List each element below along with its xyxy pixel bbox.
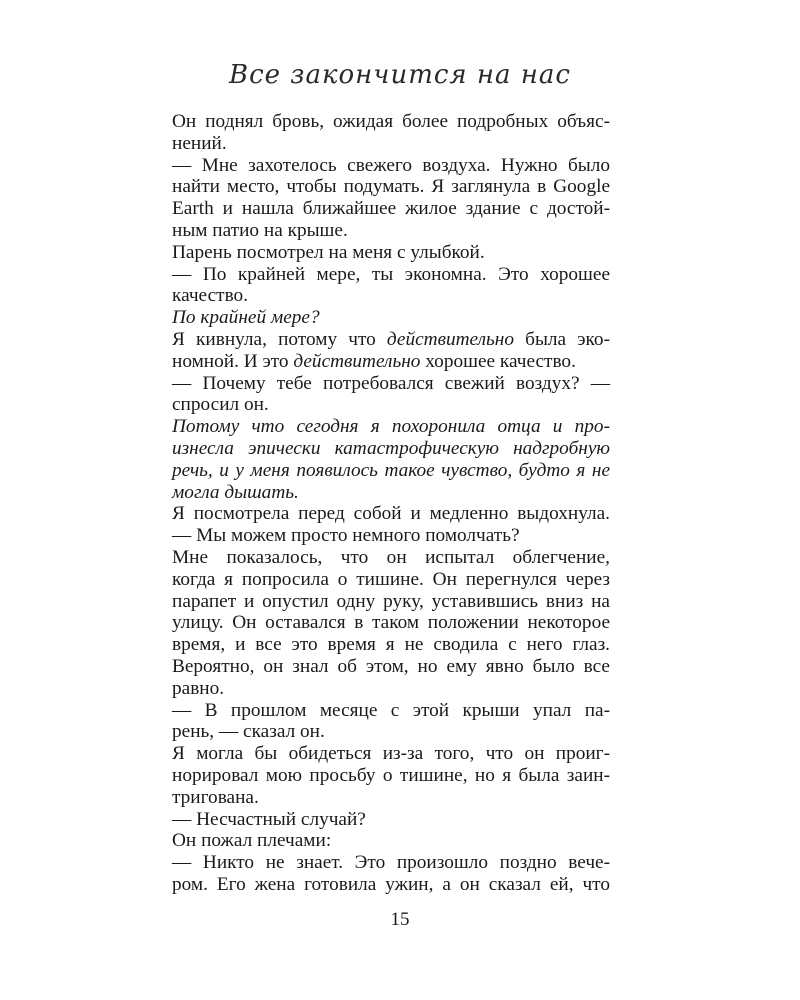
text-fragment: хорошее качество. [420, 350, 576, 372]
body-text [172, 111, 610, 896]
text-line: улицу. Он оставался в таком положении некоторое [172, 612, 610, 634]
text-fragment: номной. И это [172, 350, 294, 372]
italic-phrase: могла дышать. [172, 481, 299, 503]
italic-phrase: действительно [386, 328, 514, 350]
text-line: — Мы можем просто немного помолчать? [172, 525, 520, 547]
italic-phrase: Потому что сегодня я похоронила отца и про- [172, 416, 610, 438]
text-line: Парень посмотрел на меня с улыбкой. [172, 241, 485, 263]
text-line: тригована. [172, 786, 259, 808]
text-line: Я посмотрела перед собой и медленно выдохнула. [172, 503, 610, 525]
text-line [172, 351, 610, 373]
text-line: Вероятно, он знал об этом, но ему явно было все [172, 655, 610, 677]
text-line [172, 329, 610, 351]
text-line: Я могла бы обидеться из-за того, что он проиг- [172, 743, 610, 765]
text-line [172, 416, 610, 438]
text-fragment: была эко- [514, 328, 610, 350]
text-fragment: Я кивнула, потому что [172, 328, 387, 350]
text-line: Мне показалось, что он испытал облегчение, [172, 546, 610, 568]
text-line: норировал мою просьбу о тишине, но я была заин- [172, 764, 610, 786]
text-line: Earth и нашла ближайшее жилое здание с достой- [172, 198, 610, 220]
text-line: рень, — сказал он. [172, 721, 325, 743]
text-line [172, 438, 610, 460]
text-line [172, 307, 610, 329]
italic-phrase: По крайней мере? [172, 307, 320, 329]
text-line: время, и все это время я не сводила с него глаз. [172, 634, 610, 656]
text-line: качество. [172, 285, 249, 307]
text-line: — По крайней мере, ты экономна. Это хорошее [172, 263, 610, 285]
text-line: — Несчастный случай? [172, 808, 366, 830]
text-line: найти место, чтобы подумать. Я заглянула в Google [172, 176, 610, 198]
text-line: — Никто не знает. Это произошло поздно вече- [172, 852, 610, 874]
text-line: спросил он. [172, 394, 269, 416]
text-line: парапет и опустил одну руку, уставившись вниз на [172, 590, 610, 612]
text-line: равно. [172, 677, 225, 699]
text-line: когда я попросила о тишине. Он перегнулся через [172, 568, 610, 590]
text-line: нений. [172, 132, 227, 154]
text-line: ным патио на крыше. [172, 219, 348, 241]
text-line: — Мне захотелось свежего воздуха. Нужно было [172, 154, 610, 176]
italic-phrase: изнесла эпически катастрофическую надгробную [172, 437, 610, 459]
text-line: Он поднял бровь, ожидая более подробных объяс- [172, 111, 610, 132]
text-line: ром. Его жена готовила ужин, а он сказал ей, что [172, 873, 610, 895]
italic-phrase: действительно [293, 350, 421, 372]
text-line [172, 460, 610, 482]
text-line: — Почему тебе потребовался свежий воздух? — [172, 372, 610, 394]
text-line: — В прошлом месяце с этой крыши упал па- [172, 699, 610, 721]
text-line [172, 482, 610, 504]
page-number: 15 [390, 909, 410, 930]
running-header: Все закончится на нас [228, 60, 571, 90]
text-line: Он пожал плечами: [172, 830, 332, 852]
italic-phrase: речь, и у меня появилось такое чувство, будто я не [172, 459, 610, 481]
